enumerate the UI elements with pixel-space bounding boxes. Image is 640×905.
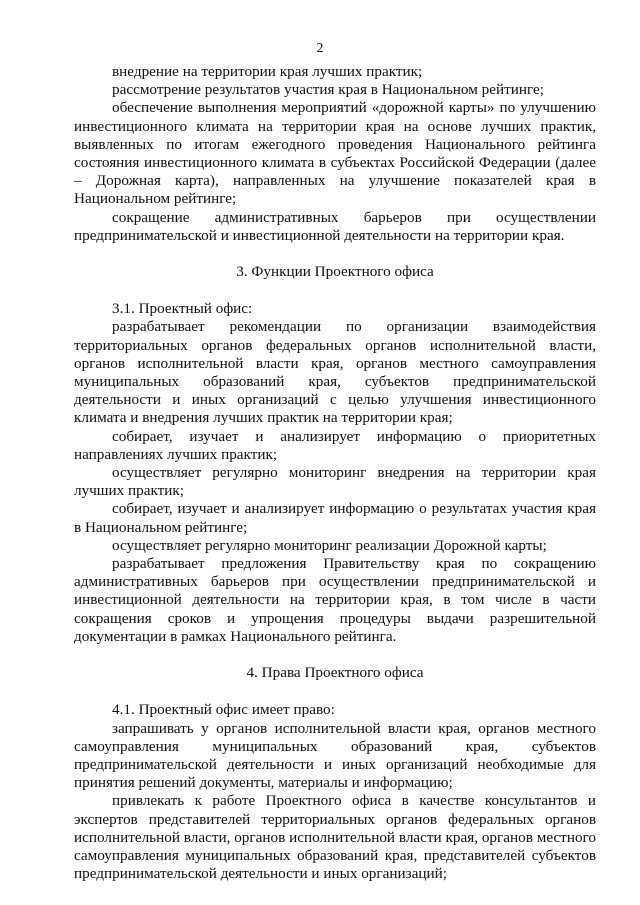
document-body (74, 63, 596, 883)
paragraph: сокращение административных барьеров при осуществлении предпринимательской и инвестиционной деятельности на территории края. (74, 208, 596, 244)
paragraph: осуществляет регулярно мониторинг реализации Дорожной карты; (112, 536, 547, 554)
paragraph: обеспечение выполнения мероприятий «дорожной карты» по улучшению инвестиционного климата на территории края на основе лучших практик, выявленных по итогам ежегодного проведения Национального рейтинга состояния инвестиционного климата в субъектах Российской Федерации (далее – Дорожная карта), направленных на улучшение показателей края в Национальном рейтинге; (74, 99, 596, 208)
paragraph: разрабатывает рекомендации по организации взаимодействия территориальных органов федеральных органов исполнительной власти, органов исполнительной власти края, органов местного самоуправления муниципальных образований края, субъектов предпринимательской деятельности и иных организаций с целью улучшения инвестиционного климата и внедрения лучших практик на территории края; (74, 318, 596, 427)
paragraph: внедрение на территории края лучших практик; (112, 63, 423, 80)
paragraph: осуществляет регулярно мониторинг внедрения на территории края лучших практик; (74, 464, 596, 500)
subsection-heading: 3.1. Проектный офис: (112, 300, 253, 318)
paragraph: собирает, изучает и анализирует информацию о результатах участия края в Национальном рейтинге; (74, 500, 596, 536)
section-heading: 3. Функции Проектного офиса (236, 263, 434, 281)
paragraph: привлекать к работе Проектного офиса в качестве консультантов и экспертов представителей территориальных органов федеральных органов исполнительной власти, органов исполнительной власти края, органов местного самоуправления муниципальных образований края, представителей субъектов предпринимательской деятельности и иных организаций; (74, 792, 596, 883)
subsection-heading: 4.1. Проектный офис имеет право: (112, 701, 335, 719)
page-number: 2 (316, 41, 324, 56)
paragraph: собирает, изучает и анализирует информацию о приоритетных направлениях лучших практик; (74, 427, 596, 463)
paragraph: запрашивать у органов исполнительной власти края, органов местного самоуправления муниципальных образований края, субъектов предпринимательской деятельности и иных организаций необходимые для принятия решений документы, материалы и информацию; (74, 719, 596, 792)
section-heading: 4. Права Проектного офиса (246, 664, 424, 682)
paragraph: разрабатывает предложения Правительству края по сокращению административных барьеров при осуществлении предпринимательской и инвестиционной деятельности на территории края, в том числе в части сокращения сроков и упрощения процедуры выдачи разрешительной документации в рамках Национального рейтинга. (74, 555, 596, 645)
paragraph: рассмотрение результатов участия края в Национальном рейтинге; (112, 81, 544, 99)
